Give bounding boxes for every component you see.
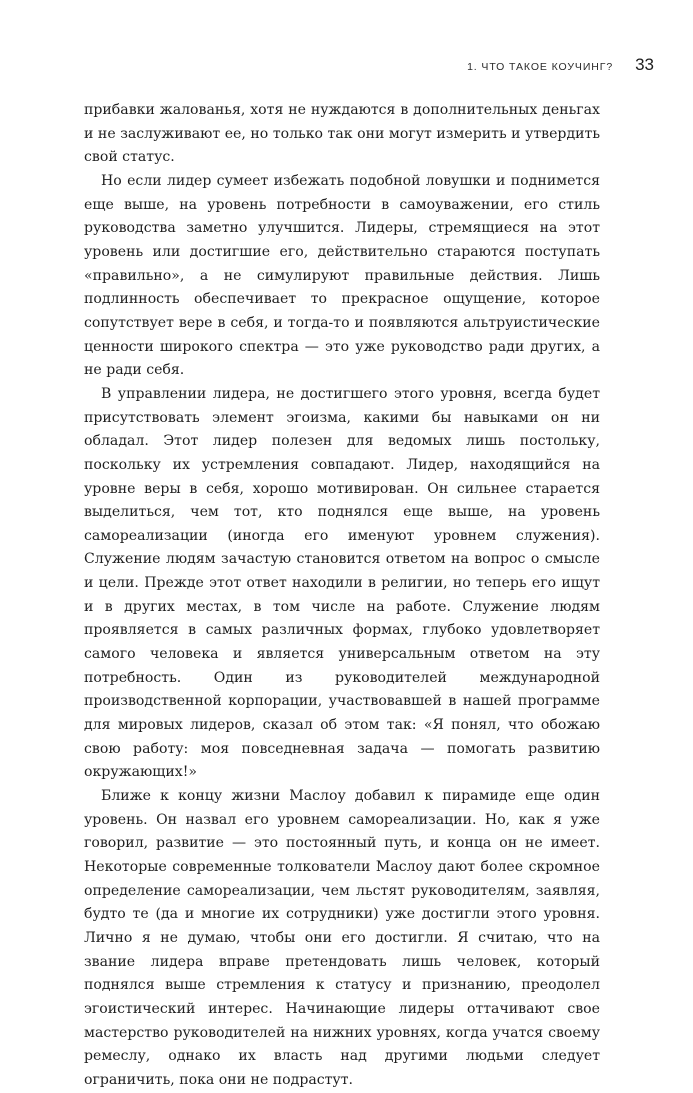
paragraph-continued: прибавки жалованья, хотя не нуждаются в дополнительных деньгах и не заслуживают ее, но только так они могут измерить и утвердить свой статус. (84, 102, 600, 166)
chapter-title: 1. ЧТО ТАКОЕ КОУЧИНГ? (467, 61, 614, 73)
paragraph: Но если лидер сумеет избежать подобной ловушки и поднимется еще выше, на уровень потребности в самоуважении, его стиль руководства заметно улучшится. Лидеры, стремящиеся на этот уровень или достигшие его, действительно стараются поступать «правильно», а не симулируют правильные действия. Лишь подлинность обеспечивает то прекрасное ощущение, которое сопутствует вере в себя, и тогда-то и появляются альтруистические ценности широкого спектра — это уже руководство ради других, а не ради себя. (84, 172, 600, 379)
paragraph: В управлении лидера, не достигшего этого уровня, всегда будет присутствовать элемент эгоизма, какими бы навыками он ни обладал. Этот лидер полезен для ведомых лишь постольку, поскольку их устремления совпадают. Лидер, находящийся на уровне веры в себя, хорошо мотивирован. Он сильнее старается выделиться, чем тот, кто поднялся еще выше, на уровень самореализации (иногда его именуют уровнем служения). Служение людям зачастую становится ответом на вопрос о смысле и цели. Прежде этот ответ находили в религии, но теперь его ищут и в других местах, в том числе на работе. Служение людям проявляется в самых различных формах, глубоко удовлетворяет самого человека и является универсальным ответом на эту потребность. Один из руководителей международной производственной корпорации, участвовавшей в нашей программе для мировых лидеров, сказал об этом так: «Я понял, что обожаю свою работу: моя повседневная задача — помогать развитию окружающих!» (84, 385, 600, 781)
page-number: 33 (635, 55, 654, 74)
body-text (84, 99, 600, 1093)
running-header (467, 55, 654, 75)
paragraph: Ближе к концу жизни Маслоу добавил к пирамиде еще один уровень. Он назвал его уровнем самореализации. Но, как я уже говорил, развитие — это постоянный путь, и конца он не имеет. Некоторые современные толкователи Маслоу дают более скромное определение самореализации, чем льстят руководителям, заявляя, будто те (да и многие их сотрудники) уже достигли этого уровня. Лично я не думаю, чтобы они его достигли. Я считаю, что на звание лидера вправе претендовать лишь человек, который поднялся выше стремления к статусу и признанию, преодолел эгоистический интерес. Начинающие лидеры оттачивают свое мастерство руководителей на нижних уровнях, когда учатся своему ремеслу, однако их власть над другими людьми следует ограничить, пока они не подрастут. (84, 788, 600, 1088)
